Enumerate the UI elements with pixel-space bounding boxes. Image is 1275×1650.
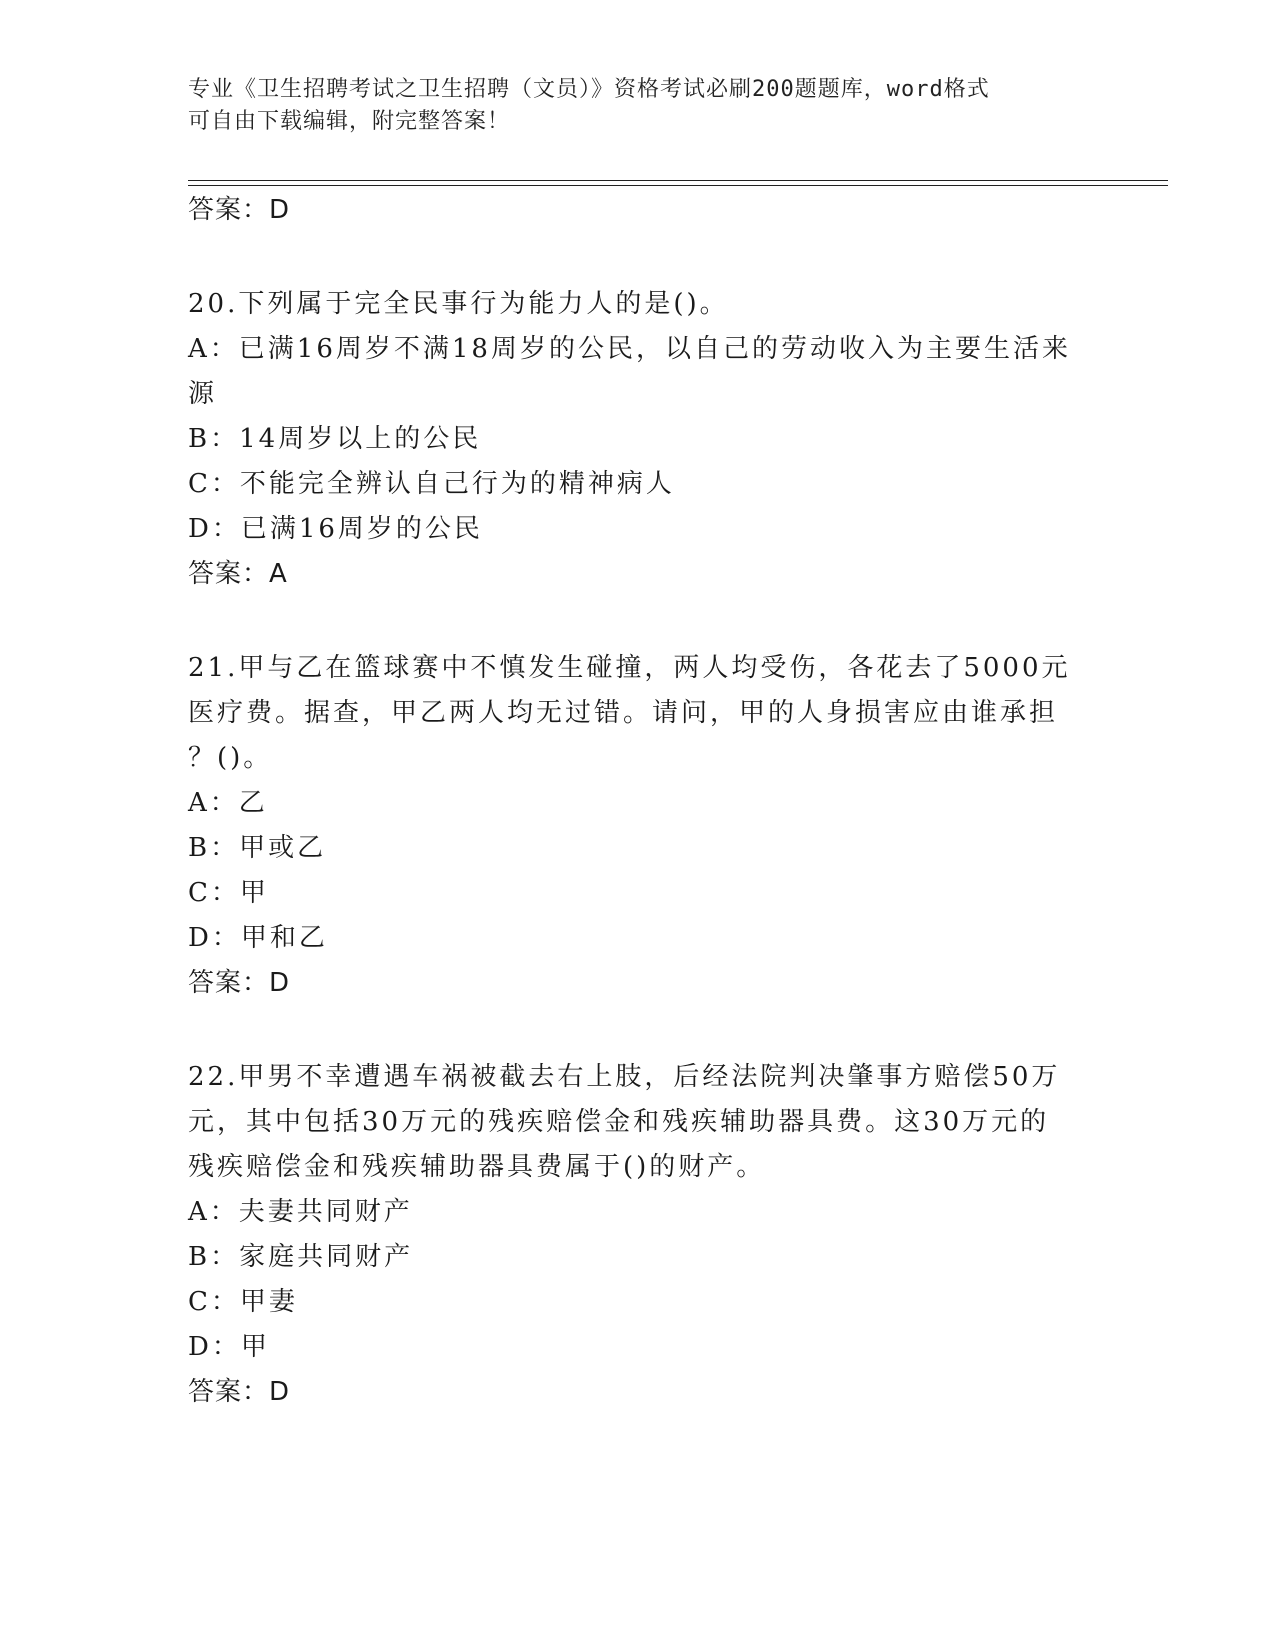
option-c bbox=[188, 1280, 1088, 1325]
option-a bbox=[188, 1190, 1088, 1235]
question-20 bbox=[188, 282, 1088, 596]
previous-answer: 答案：D bbox=[188, 195, 291, 225]
option-line: 源 bbox=[188, 379, 218, 409]
option-line: C：甲妻 bbox=[188, 1287, 298, 1317]
answer: 答案：A bbox=[188, 559, 288, 589]
option-line: A：夫妻共同财产 bbox=[188, 1197, 413, 1227]
question-text bbox=[188, 282, 1088, 327]
question-text-line: ？()。 bbox=[188, 743, 273, 773]
question-text-line: 元，其中包括30万元的残疾赔偿金和残疾辅助器具费。这30万元的 bbox=[188, 1107, 1050, 1137]
question-text-line: 21.甲与乙在篮球赛中不慎发生碰撞，两人均受伤，各花去了5000元 bbox=[188, 653, 1071, 683]
option-line: C：甲 bbox=[188, 878, 269, 908]
answer: 答案：D bbox=[188, 968, 291, 998]
option-b bbox=[188, 417, 1088, 462]
question-text-line: 医疗费。据查，甲乙两人均无过错。请问，甲的人身损害应由谁承担 bbox=[188, 698, 1059, 728]
option-a bbox=[188, 327, 1088, 417]
question-text bbox=[188, 646, 1088, 781]
option-d bbox=[188, 1325, 1088, 1370]
option-line: B：家庭共同财产 bbox=[188, 1242, 414, 1272]
page-header bbox=[188, 74, 1068, 138]
option-line: B：14周岁以上的公民 bbox=[188, 424, 482, 454]
option-line: C：不能完全辨认自己行为的精神病人 bbox=[188, 469, 675, 499]
option-a bbox=[188, 781, 1088, 826]
header-rule-top bbox=[188, 180, 1168, 181]
option-c bbox=[188, 871, 1088, 916]
header-line-1: 专业《卫生招聘考试之卫生招聘（文员）》资格考试必刷200题题库，word格式 bbox=[188, 77, 990, 102]
question-list bbox=[188, 188, 1088, 1414]
option-line: D：已满16周岁的公民 bbox=[188, 514, 483, 544]
question-21 bbox=[188, 646, 1088, 1005]
option-d bbox=[188, 507, 1088, 552]
header-line-2: 可自由下载编辑，附完整答案！ bbox=[188, 109, 511, 134]
option-b bbox=[188, 826, 1088, 871]
header-rule-bottom bbox=[188, 185, 1168, 186]
option-line: A：乙 bbox=[188, 788, 268, 818]
option-line: A：已满16周岁不满18周岁的公民，以自己的劳动收入为主要生活来 bbox=[188, 334, 1071, 364]
question-22 bbox=[188, 1055, 1088, 1414]
option-b bbox=[188, 1235, 1088, 1280]
question-text bbox=[188, 1055, 1088, 1190]
answer: 答案：D bbox=[188, 1377, 291, 1407]
option-d bbox=[188, 916, 1088, 961]
option-line: D：甲和乙 bbox=[188, 923, 328, 953]
question-text-line: 22.甲男不幸遭遇车祸被截去右上肢，后经法院判决肇事方赔偿50万 bbox=[188, 1062, 1061, 1092]
option-line: D：甲 bbox=[188, 1332, 270, 1362]
option-c bbox=[188, 462, 1088, 507]
option-line: B：甲或乙 bbox=[188, 833, 327, 863]
question-text-line: 20.下列属于完全民事行为能力人的是()。 bbox=[188, 289, 729, 319]
question-text-line: 残疾赔偿金和残疾辅助器具费属于()的财产。 bbox=[188, 1152, 766, 1182]
